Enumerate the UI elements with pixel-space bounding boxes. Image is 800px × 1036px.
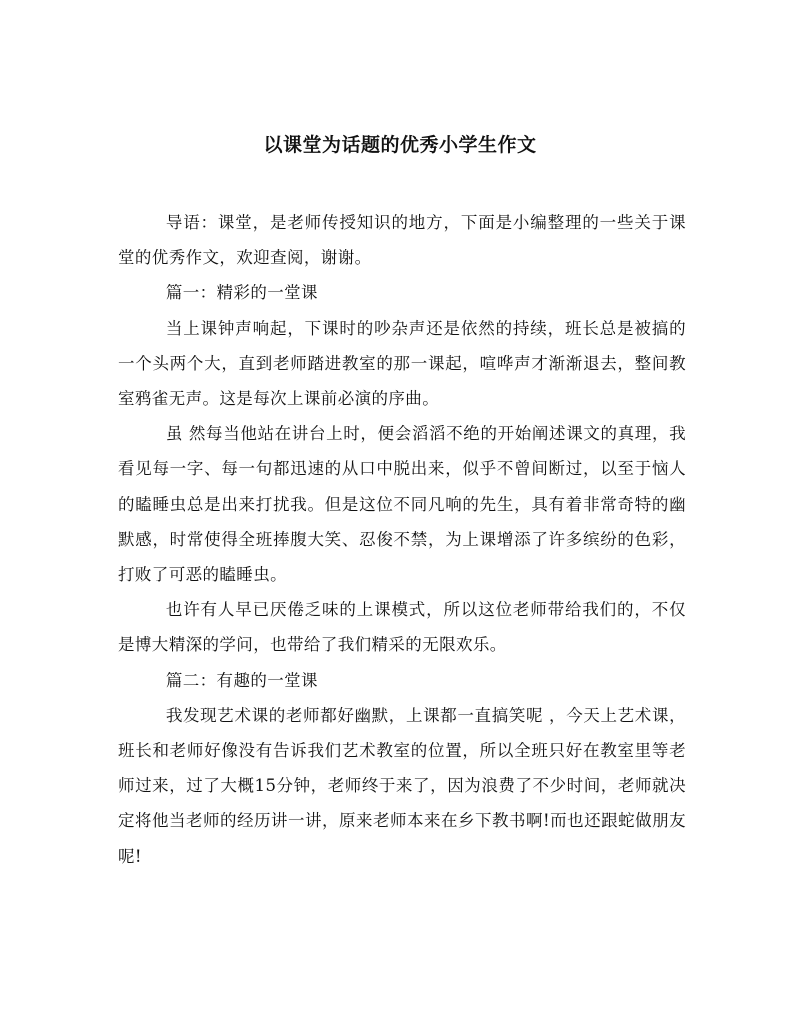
intro-paragraph: 导语：课堂，是老师传授知识的地方，下面是小编整理的一些关于课堂的优秀作文，欢迎查阅，谢谢。 bbox=[118, 213, 686, 268]
essay-body bbox=[118, 205, 686, 874]
section-heading-one: 篇一：精彩的一堂课 bbox=[165, 283, 318, 303]
section-heading-two: 篇二：有趣的一堂课 bbox=[165, 670, 318, 690]
page-title: 以课堂为话题的优秀小学生作文 bbox=[263, 134, 537, 156]
body-paragraph: 当上课钟声响起，下课时的吵杂声还是依然的持续，班长总是被搞的一个头两个大，直到老师踏进教室的那一课起，喧哗声才渐渐退去，整间教室鸦雀无声。这是每次上课前必演的序曲。 bbox=[118, 318, 686, 409]
body-paragraph: 虽 然每当他站在讲台上时，便会滔滔不绝的开始阐述课文的真理，我看见每一字、每一句都迅速的从口中脱出来，似乎不曾间断过，以至于恼人的瞌睡虫总是出来打扰我。但是这位不同凡响的先生，具有着非常奇特的幽默感，时常使得全班捧腹大笑、忍俊不禁，为上课增添了许多缤纷的色彩，打败了可恶的瞌睡虫。 bbox=[118, 424, 686, 585]
body-paragraph: 也许有人早已厌倦乏味的上课模式，所以这位老师带给我们的，不仅是博大精深的学问，也带给了我们精采的无限欢乐。 bbox=[118, 600, 686, 655]
body-paragraph: 我发现艺术课的老师都好幽默，上课都一直搞笑呢 ，今天上艺术课，班长和老师好像没有告诉我们艺术教室的位置，所以全班只好在教室里等老师过来，过了大概15分钟，老师终于来了，因为浪费了不少时间，老师就决定将他当老师的经历讲一讲，原来老师本来在乡下教书啊!而也还跟蛇做朋友呢! bbox=[118, 705, 686, 866]
